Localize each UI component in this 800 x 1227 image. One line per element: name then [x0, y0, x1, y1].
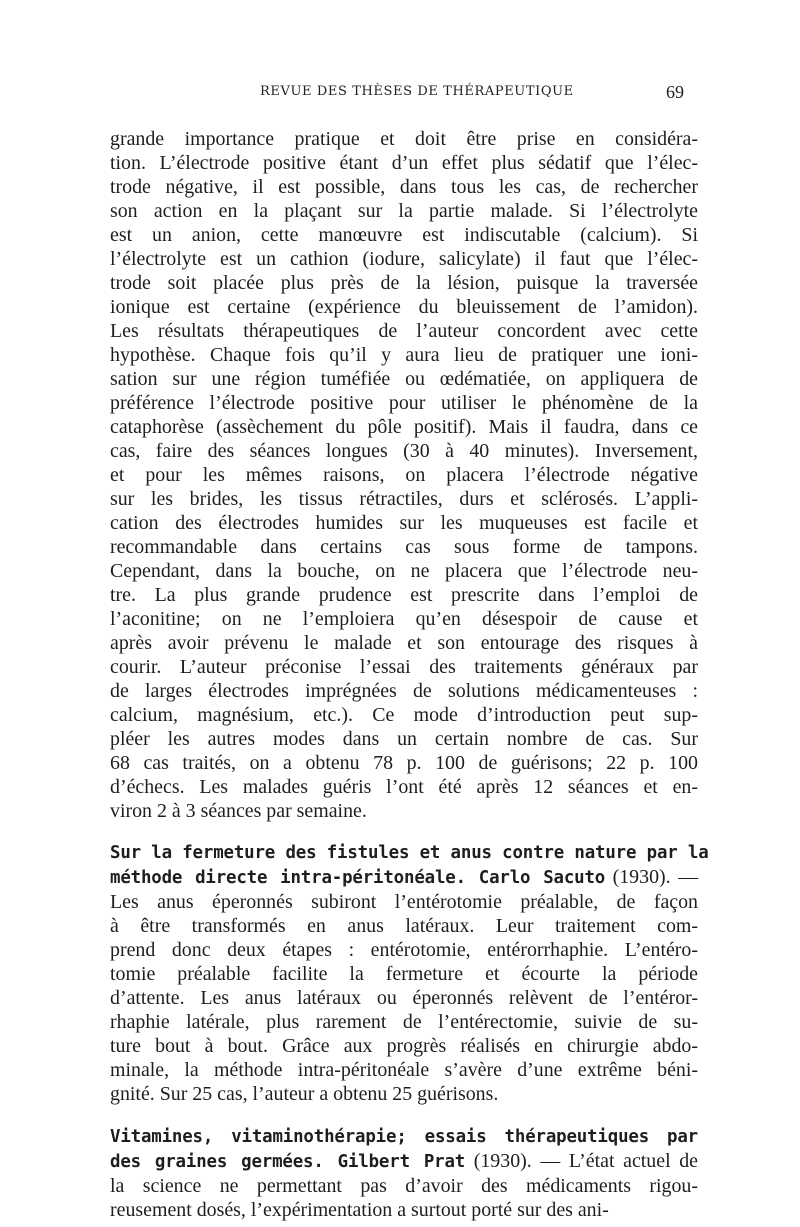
text-line: Cependant, dans la bouche, on ne placera que l’électrode neu- — [110, 560, 698, 582]
text-line — [110, 865, 698, 890]
text-line: gnité. Sur 25 cas, l’auteur a obtenu 25 guérisons. — [110, 1083, 499, 1105]
text-line — [110, 841, 709, 865]
text-line: la science ne permettant pas d’avoir des médicaments rigou- — [110, 1175, 698, 1197]
paragraph — [110, 841, 709, 1106]
text-line: Les anus éperonnés subiront l’entérotomie préalable, de façon — [110, 891, 698, 913]
text-line: son action en la plaçant sur la partie malade. Si l’électrolyte — [110, 200, 698, 222]
text-line: de larges électrodes imprégnées de solutions médicamenteuses : — [110, 680, 698, 702]
text-line — [110, 1124, 698, 1149]
text-line: hypothèse. Chaque fois qu’il y aura lieu de pratiquer une ioni- — [110, 344, 698, 366]
text-line: grande importance pratique et doit être prise en considéra- — [110, 128, 698, 150]
citation-year: (1930). — L’état actuel de — [465, 1150, 698, 1172]
text-line: ture bout à bout. Grâce aux progrès réalisés en chirurgie abdo- — [110, 1035, 698, 1057]
section-heading: Sur la fermeture des fistules et anus contre nature par la — [110, 843, 709, 863]
text-line: rhaphie latérale, plus rarement de l’entérectomie, suivie de su- — [110, 1011, 698, 1033]
text-line: tomie préalable facilite la fermeture et écourte la période — [110, 963, 698, 985]
text-line: Les résultats thérapeutiques de l’auteur concordent avec cette — [110, 320, 698, 342]
text-line: trode négative, il est possible, dans tous les cas, de rechercher — [110, 176, 698, 198]
paragraph — [110, 127, 698, 823]
text-line: d’échecs. Les malades guéris l’ont été après 12 séances et en- — [110, 776, 698, 798]
text-line: cas, faire des séances longues (30 à 40 minutes). Inversement, — [110, 440, 698, 462]
text-line: d’attente. Les anus latéraux ou éperonnés relèvent de l’entéror- — [110, 987, 698, 1009]
text-line: viron 2 à 3 séances par semaine. — [110, 800, 367, 822]
text-line: sation sur une région tuméfiée ou œdématiée, on appliquera de — [110, 368, 698, 390]
running-head — [0, 84, 800, 108]
text-line: tion. L’électrode positive étant d’un effet plus sédatif que l’élec- — [110, 152, 698, 174]
text-line: pléer les autres modes dans un certain nombre de cas. Sur — [110, 728, 698, 750]
text-line: ionique est certaine (expérience du bleuissement de l’amidon). — [110, 296, 698, 318]
text-line: 68 cas traités, on a obtenu 78 p. 100 de guérisons; 22 p. 100 — [110, 752, 698, 774]
text-line — [110, 1149, 698, 1174]
section-heading: des graines germées. Gilbert Prat — [110, 1152, 466, 1172]
citation-year: (1930). — — [605, 866, 698, 888]
text-line: est un anion, cette manœuvre est indiscutable (calcium). Si — [110, 224, 698, 246]
text-line: trode soit placée plus près de la lésion, puisque la traversée — [110, 272, 698, 294]
text-line: cataphorèse (assèchement du pôle positif). Mais il faudra, dans ce — [110, 416, 698, 438]
text-line: et pour les mêmes raisons, on placera l’électrode négative — [110, 464, 698, 486]
text-line: prend donc deux étapes : entérotomie, entérorrhaphie. L’entéro- — [110, 939, 698, 961]
running-title: REVUE DES THÈSES DE THÉRAPEUTIQUE — [260, 84, 574, 99]
text-line: courir. L’auteur préconise l’essai des traitements généraux par — [110, 656, 698, 678]
text-line: recommandable dans certains cas sous forme de tampons. — [110, 536, 698, 558]
text-line: à être transformés en anus latéraux. Leur traitement com- — [110, 915, 698, 937]
text-line: après avoir prévenu le malade et son entourage des risques à — [110, 632, 698, 654]
text-line: calcium, magnésium, etc.). Ce mode d’introduction peut sup- — [110, 704, 698, 726]
section-heading: Vitamines, vitaminothérapie; essais thérapeutiques par — [110, 1127, 698, 1147]
section-heading: méthode directe intra-péritonéale. Carlo Sacuto — [110, 868, 606, 888]
text-line: cation des électrodes humides sur les muqueuses est facile et — [110, 512, 698, 534]
text-line: l’électrolyte est un cathion (iodure, salicylate) il faut que l’élec- — [110, 248, 698, 270]
text-line: minale, la méthode intra-péritonéale s’avère d’une extrême béni- — [110, 1059, 698, 1081]
text-line: reusement dosés, l’expérimentation a surtout porté sur des ani- — [110, 1199, 609, 1221]
body-text — [110, 127, 709, 1222]
text-line: tre. La plus grande prudence est prescrite dans l’emploi de — [110, 584, 698, 606]
paragraph — [110, 1124, 698, 1222]
text-line: préférence l’électrode positive pour utiliser le phénomène de la — [110, 392, 698, 414]
text-line: l’aconitine; on ne l’emploiera qu’en désespoir de cause et — [110, 608, 698, 630]
page-number: 69 — [666, 82, 684, 102]
text-line: sur les brides, les tissus rétractiles, durs et sclérosés. L’appli- — [110, 488, 698, 510]
